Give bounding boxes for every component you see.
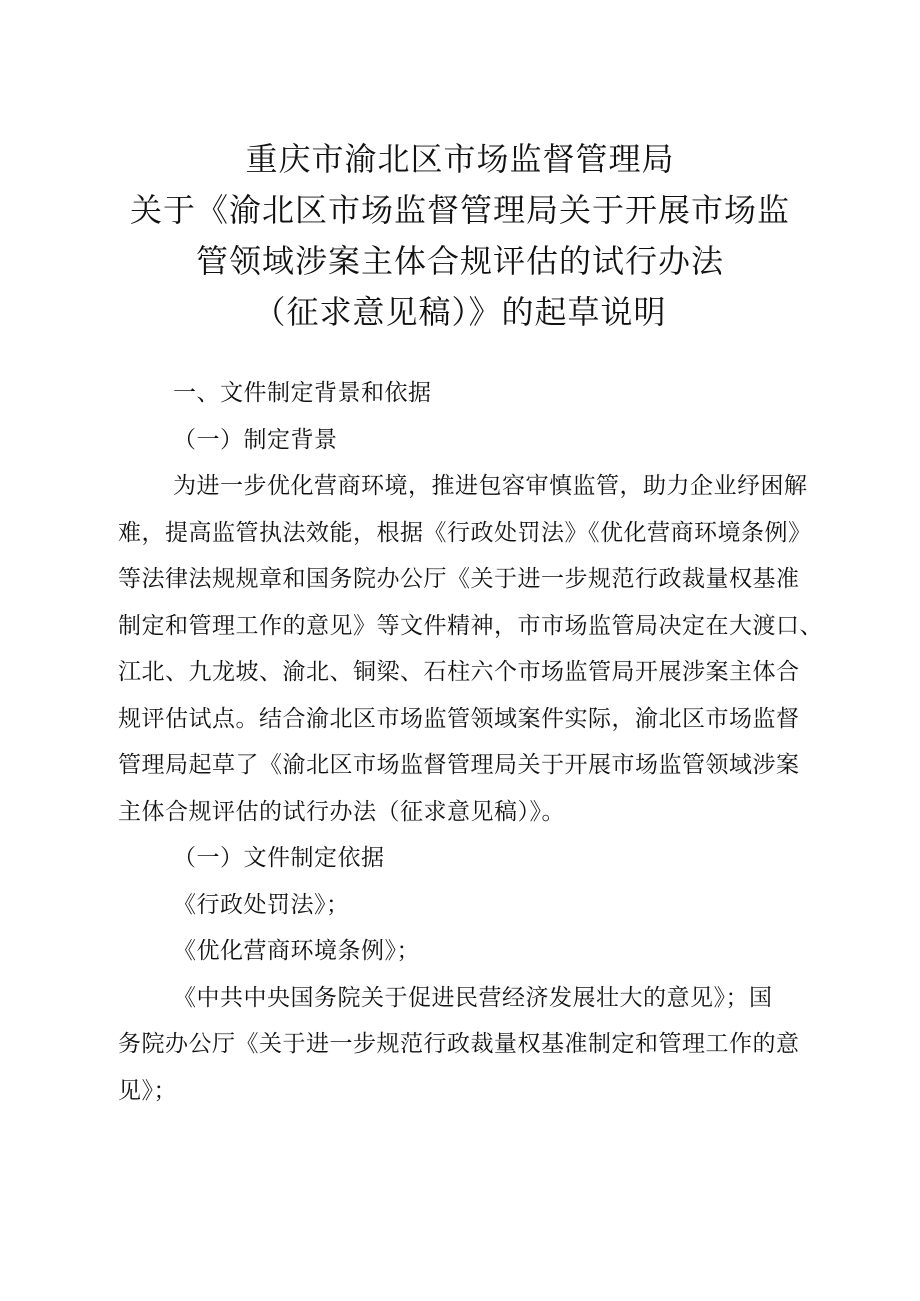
paragraph-line: 难，提高监管执法效能，根据《行政处罚法》《优化营商环境条例》 [118,519,812,546]
section-heading: 一、文件制定背景和依据 [173,380,432,406]
title-line: 关于《渝北区市场监督管理局关于开展市场监 [129,191,790,229]
title-line: 重庆市渝北区市场监督管理局 [245,140,675,178]
subsection-heading: （一）制定背景 [173,426,338,453]
document-title [100,134,820,338]
paragraph-line: 规评估试点。结合渝北区市场监管领域案件实际，渝北区市场监督 [118,705,800,732]
paragraph-line: 等法律法规规章和国务院办公厅《关于进一步规范行政裁量权基准 [118,566,800,592]
paragraph-line: 主体合规评估的试行办法（征求意见稿）》。 [118,798,565,825]
basis-item: 《行政处罚法》； [173,891,350,918]
title-line: 管领域涉案主体合规评估的试行办法 [195,242,724,280]
paragraph-line: 管理局起草了《渝北区市场监督管理局关于开展市场监管领域涉案 [118,752,800,778]
basis-item: 务院办公厅《关于进一步规范行政裁量权基准制定和管理工作的意 [118,1031,800,1057]
document-body [118,370,823,1114]
basis-item: 《中共中央国务院关于促进民营经济发展壮大的意见》；国 [173,984,773,1011]
paragraph-line: 江北、九龙坡、渝北、铜梁、石柱六个市场监管局开展涉案主体合 [118,659,800,685]
paragraph-line: 制定和管理工作的意见》等文件精神，市市场监管局决定在大渡口、 [118,612,823,639]
basis-item: 《优化营商环境条例》； [173,938,420,964]
subsection-heading: （一）文件制定依据 [173,845,385,871]
paragraph-line: 为进一步优化营商环境，推进包容审慎监管，助力企业纾困解 [173,473,808,499]
basis-item: 见》； [118,1077,177,1104]
title-line: （征求意见稿）》的起草说明 [253,293,667,331]
